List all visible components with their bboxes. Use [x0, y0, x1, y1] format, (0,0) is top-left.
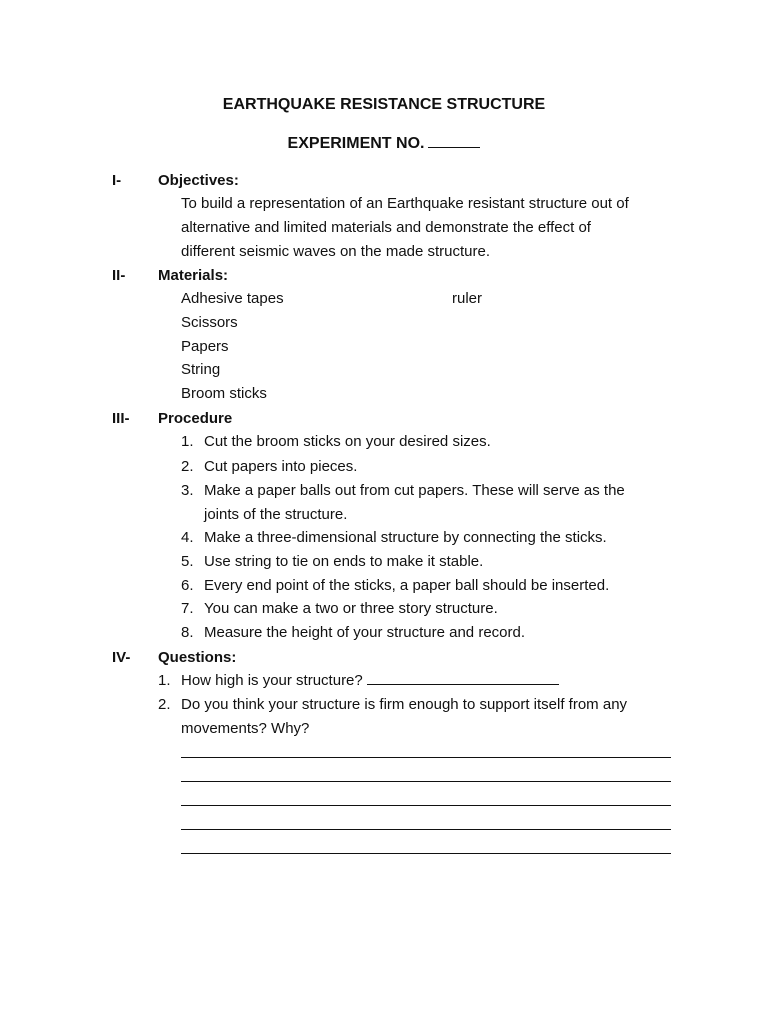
objectives-line: different seismic waves on the made structure.	[181, 243, 491, 260]
experiment-number-label: EXPERIMENT NO.	[287, 135, 425, 152]
answer-line[interactable]	[181, 757, 671, 758]
answer-line[interactable]	[181, 805, 671, 806]
material-item: Broom sticks	[181, 385, 267, 402]
objectives-line: alternative and limited materials and demonstrate the effect of	[181, 219, 591, 236]
answer-line[interactable]	[181, 829, 671, 830]
experiment-number	[0, 132, 768, 156]
material-item: String	[181, 361, 221, 378]
step-number: 6.	[181, 577, 194, 594]
step-text: You can make a two or three story structure.	[204, 600, 498, 617]
section-heading-procedure: Procedure	[158, 410, 233, 427]
question-text: Do you think your structure is firm enough to support itself from any	[181, 696, 628, 713]
question-number: 1.	[158, 672, 171, 689]
page-title: EARTHQUAKE RESISTANCE STRUCTURE	[222, 96, 546, 113]
objectives-line: To build a representation of an Earthquake resistant structure out of	[181, 195, 629, 212]
question-text-label: How high is your structure?	[181, 672, 363, 689]
step-text: Cut papers into pieces.	[204, 458, 358, 475]
section-heading-objectives: Objectives:	[158, 172, 239, 189]
material-item: Adhesive tapes	[181, 290, 284, 307]
experiment-number-blank	[428, 133, 480, 148]
section-heading-materials: Materials:	[158, 267, 229, 284]
section-numeral-procedure: III-	[112, 410, 130, 427]
section-numeral-questions: IV-	[112, 649, 131, 666]
section-heading-questions: Questions:	[158, 649, 237, 666]
question-text-continuation: movements? Why?	[181, 720, 310, 737]
step-number: 4.	[181, 529, 194, 546]
material-item: ruler	[452, 290, 483, 307]
section-numeral-objectives: I-	[112, 172, 122, 189]
answer-line[interactable]	[181, 853, 671, 854]
material-item: Papers	[181, 338, 229, 355]
step-text: Use string to tie on ends to make it stable.	[204, 553, 484, 570]
step-text: Make a three-dimensional structure by connecting the sticks.	[204, 529, 607, 546]
step-text: Make a paper balls out from cut papers. These will serve as the	[204, 482, 625, 499]
step-number: 5.	[181, 553, 194, 570]
step-number: 3.	[181, 482, 194, 499]
question-number: 2.	[158, 696, 171, 713]
step-text: Measure the height of your structure and record.	[204, 624, 526, 641]
step-number: 7.	[181, 600, 194, 617]
question-text	[181, 669, 559, 693]
step-number: 1.	[181, 433, 194, 450]
step-number: 8.	[181, 624, 194, 641]
section-numeral-materials: II-	[112, 267, 126, 284]
material-item: Scissors	[181, 314, 238, 331]
step-text: joints of the structure.	[204, 506, 348, 523]
step-text: Cut the broom sticks on your desired sizes.	[204, 433, 491, 450]
step-text: Every end point of the sticks, a paper ball should be inserted.	[204, 577, 610, 594]
answer-line[interactable]	[181, 781, 671, 782]
question-1-answer-blank[interactable]	[367, 669, 559, 685]
step-number: 2.	[181, 458, 194, 475]
